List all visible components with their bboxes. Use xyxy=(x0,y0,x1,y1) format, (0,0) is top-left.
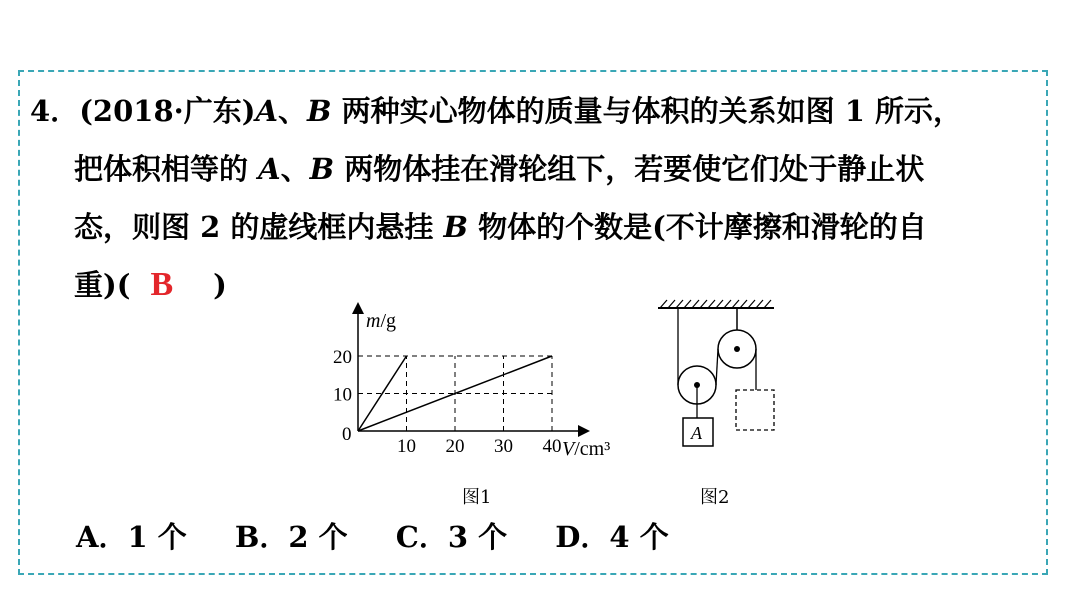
x-axis-label: V/cm³ xyxy=(562,438,611,460)
question-line-2 xyxy=(30,140,1040,198)
block-a-label: A xyxy=(691,423,702,443)
series-line-1 xyxy=(358,356,407,431)
question-text-part: 两种实心物体的质量与体积的关系如图 1 所示， xyxy=(331,94,962,128)
figure-1-caption: 图1 xyxy=(462,487,492,508)
ceiling xyxy=(658,300,774,308)
x-tick-label: 20 xyxy=(445,436,465,457)
question-text-part: 态，则图 2 的虚线框内悬挂 xyxy=(74,210,444,244)
option-d[interactable]: D．4 个 xyxy=(555,520,669,554)
object-a-label: A xyxy=(258,152,281,186)
question-line-3 xyxy=(30,198,1040,256)
figure-2-caption: 图2 xyxy=(700,487,730,508)
y-tick-label: 10 xyxy=(333,384,352,406)
mass-volume-chart xyxy=(322,300,652,470)
object-b-label: B xyxy=(309,152,335,186)
y-tick-label: 20 xyxy=(333,347,352,368)
option-c[interactable]: C．3 个 xyxy=(395,520,508,554)
option-b[interactable]: B．2 个 xyxy=(234,520,348,554)
question-text-part: 重)( xyxy=(74,268,131,302)
options xyxy=(76,515,707,556)
separator: 、 xyxy=(280,152,310,186)
fixed-pulley-axle xyxy=(734,346,740,352)
rope-middle xyxy=(716,349,718,385)
question-source: (2018·广东) xyxy=(79,94,256,128)
x-tick-label: 30 xyxy=(494,436,513,457)
option-a[interactable]: A．1 个 xyxy=(76,520,187,554)
question-text-part: ) xyxy=(213,268,227,302)
x-tick-label: 10 xyxy=(397,436,416,457)
object-b-label: B xyxy=(306,94,332,128)
question-text-part: 把体积相等的 xyxy=(74,152,259,186)
y-axis-label: m/g xyxy=(366,310,397,332)
separator: 、 xyxy=(277,94,307,128)
question-text-part: 两物体挂在滑轮组下，若要使它们处于静止状 xyxy=(334,152,925,186)
pulley-diagram xyxy=(650,296,780,456)
question-number: 4． xyxy=(30,94,80,128)
object-b-label: B xyxy=(443,210,468,244)
object-a-label: A xyxy=(255,94,278,128)
dashed-box xyxy=(736,390,774,430)
answer-text: B xyxy=(150,266,174,303)
question-line-1 xyxy=(30,82,1040,140)
question-text xyxy=(30,82,1040,314)
question-text-part: 物体的个数是(不计摩擦和滑轮的自 xyxy=(467,210,927,244)
x-tick-label: 40 xyxy=(542,436,562,457)
origin-label: 0 xyxy=(342,424,352,445)
